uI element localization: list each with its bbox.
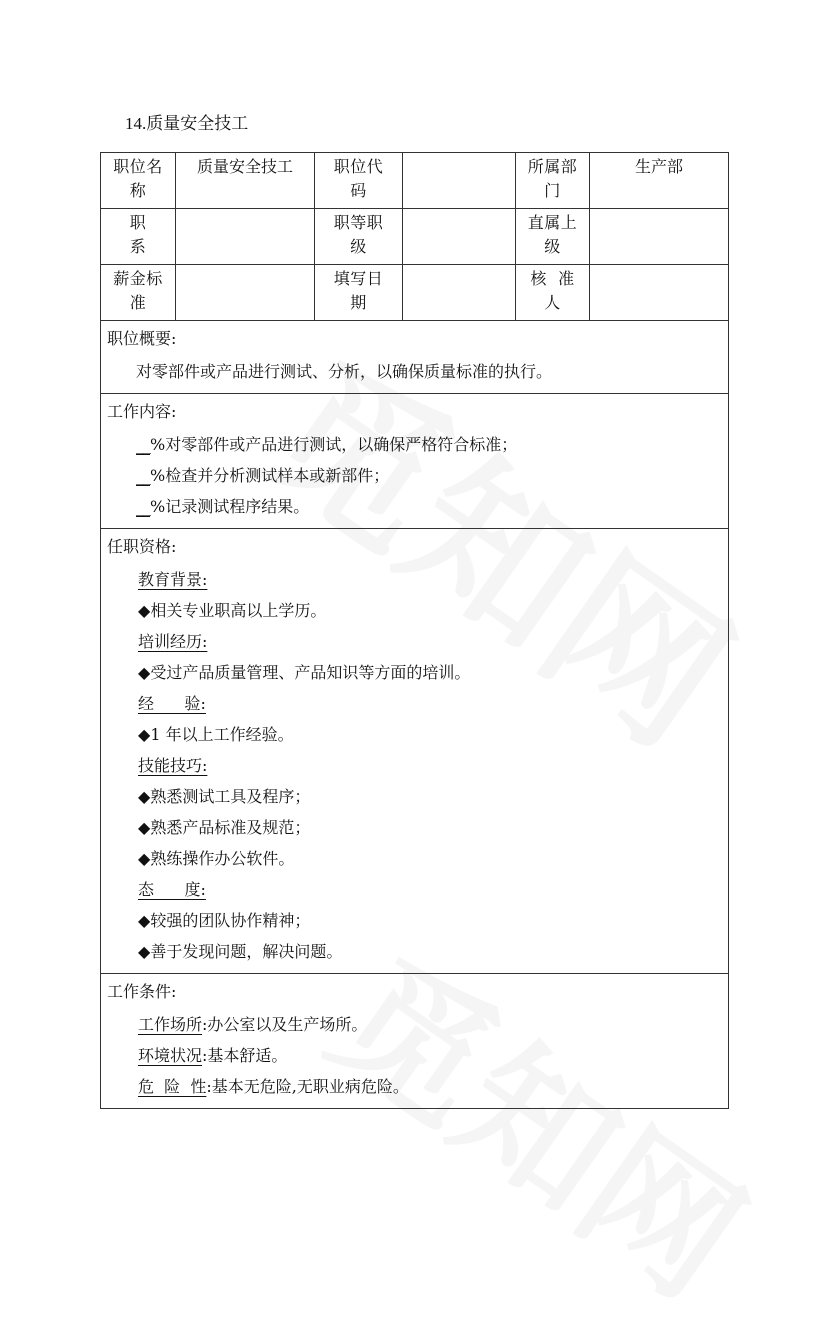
duty-item bbox=[107, 491, 722, 522]
bullet-icon: ◆ bbox=[138, 818, 151, 837]
duty-percent-blank: __ bbox=[136, 435, 150, 454]
qualifications-cell bbox=[101, 529, 729, 974]
field-label bbox=[101, 153, 176, 209]
field-value bbox=[590, 209, 729, 265]
bullet-icon: ◆ bbox=[138, 787, 151, 806]
qual-subheading-attitude bbox=[107, 874, 722, 905]
qual-item bbox=[107, 595, 722, 626]
field-value bbox=[176, 153, 315, 209]
field-value bbox=[176, 265, 315, 321]
conditions-cell bbox=[101, 974, 729, 1109]
summary-row bbox=[101, 321, 729, 394]
qual-item-text: 熟悉产品标准及规范； bbox=[150, 818, 311, 837]
condition-hazard-value: :基本无危险,无职业病危险。 bbox=[206, 1077, 409, 1096]
field-value bbox=[403, 153, 516, 209]
duty-percent-blank: __ bbox=[136, 497, 150, 516]
field-label bbox=[516, 209, 590, 265]
qual-item-text: 熟练操作办公软件。 bbox=[150, 849, 295, 868]
summary-text: 对零部件或产品进行测试、分析，以确保质量标准的执行。 bbox=[136, 362, 553, 381]
condition-environment bbox=[107, 1040, 722, 1071]
qual-subheading-label: 培训经历: bbox=[138, 632, 208, 651]
qual-item-text: 较强的团队协作精神； bbox=[150, 911, 311, 930]
field-label-line: 填写日 bbox=[333, 269, 384, 288]
field-value-text: 生产部 bbox=[634, 157, 683, 176]
field-label-line: 所属部 bbox=[527, 157, 578, 176]
duty-text: %检查并分析测试样本或新部件； bbox=[150, 466, 390, 485]
qual-subheading-label: 技能技巧: bbox=[138, 756, 208, 775]
field-label bbox=[315, 265, 403, 321]
qual-subheading-experience bbox=[107, 688, 722, 719]
duty-percent-blank: __ bbox=[136, 466, 150, 485]
field-value bbox=[403, 209, 516, 265]
condition-environment-value: :基本舒适。 bbox=[202, 1046, 288, 1065]
qual-subheading-training bbox=[107, 626, 722, 657]
field-label bbox=[516, 153, 590, 209]
bullet-icon: ◆ bbox=[138, 601, 151, 620]
condition-workplace bbox=[107, 1009, 722, 1040]
bullet-icon: ◆ bbox=[138, 663, 151, 682]
header-row bbox=[101, 209, 729, 265]
field-value bbox=[176, 209, 315, 265]
field-value-text: 质量安全技工 bbox=[196, 157, 293, 176]
field-label-line: 职等职 bbox=[333, 213, 384, 232]
field-label-line: 直属上 bbox=[527, 213, 578, 232]
qual-subheading-education bbox=[107, 564, 722, 595]
qual-item-text: 1 年以上工作经验。 bbox=[150, 725, 294, 744]
field-label-line: 准 bbox=[129, 293, 147, 312]
field-label bbox=[516, 265, 590, 321]
duty-item bbox=[107, 460, 722, 491]
duties-heading: 工作内容: bbox=[107, 402, 177, 421]
field-label-line: 职 bbox=[129, 213, 147, 232]
bullet-icon: ◆ bbox=[138, 911, 151, 930]
qual-item bbox=[107, 812, 722, 843]
qual-subheading-label: 经 验: bbox=[138, 694, 206, 713]
condition-workplace-value: :办公室以及生产场所。 bbox=[202, 1015, 368, 1034]
summary-cell bbox=[101, 321, 729, 394]
qual-subheading-skills bbox=[107, 750, 722, 781]
page-title bbox=[125, 112, 248, 136]
qual-item-text: 相关专业职高以上学历。 bbox=[150, 601, 327, 620]
duties-row bbox=[101, 394, 729, 529]
job-description-table bbox=[100, 152, 729, 1109]
duties-cell bbox=[101, 394, 729, 529]
condition-hazard bbox=[107, 1071, 722, 1102]
qual-item-text: 受过产品质量管理、产品知识等方面的培训。 bbox=[150, 663, 471, 682]
title-number: 14. bbox=[125, 114, 147, 133]
summary-heading: 职位概要: bbox=[107, 329, 177, 348]
field-label-line: 核 准 bbox=[530, 269, 575, 288]
bullet-icon: ◆ bbox=[138, 942, 151, 961]
duty-item bbox=[107, 429, 722, 460]
field-label bbox=[101, 209, 176, 265]
qualifications-heading: 任职资格: bbox=[107, 537, 177, 556]
duty-text: %记录测试程序结果。 bbox=[150, 497, 310, 516]
field-label-line: 系 bbox=[129, 237, 147, 256]
qual-item bbox=[107, 719, 722, 750]
field-value bbox=[590, 265, 729, 321]
field-label bbox=[101, 265, 176, 321]
field-value bbox=[590, 153, 729, 209]
qual-item-text: 善于发现问题，解决问题。 bbox=[150, 942, 343, 961]
bullet-icon: ◆ bbox=[138, 725, 151, 744]
qual-item bbox=[107, 843, 722, 874]
field-label-line: 薪金标 bbox=[113, 269, 163, 288]
qual-item bbox=[107, 905, 722, 936]
qual-subheading-label: 教育背景: bbox=[138, 570, 208, 589]
qual-item bbox=[107, 657, 722, 688]
field-value bbox=[403, 265, 516, 321]
field-label-line: 期 bbox=[350, 293, 367, 312]
field-label-line: 职位名 bbox=[113, 157, 163, 176]
qualifications-row bbox=[101, 529, 729, 974]
qual-item bbox=[107, 936, 722, 967]
field-label-line: 门 bbox=[544, 181, 561, 200]
title-text: 质量安全技工 bbox=[146, 114, 249, 134]
field-label-line: 人 bbox=[544, 293, 561, 312]
conditions-heading: 工作条件: bbox=[107, 982, 177, 1001]
bullet-icon: ◆ bbox=[138, 849, 151, 868]
condition-hazard-label: 危 险 性 bbox=[138, 1077, 207, 1096]
header-row bbox=[101, 265, 729, 321]
qual-subheading-label: 态 度: bbox=[138, 880, 206, 899]
field-label bbox=[315, 153, 403, 209]
field-label-line: 码 bbox=[350, 181, 367, 200]
qual-item-text: 熟悉测试工具及程序； bbox=[150, 787, 311, 806]
field-label-line: 职位代 bbox=[333, 157, 384, 176]
field-label-line: 称 bbox=[129, 181, 147, 200]
field-label-line: 级 bbox=[544, 237, 561, 256]
condition-workplace-label: 工作场所 bbox=[138, 1015, 203, 1034]
header-row bbox=[101, 153, 729, 209]
duty-text: %对零部件或产品进行测试，以确保严格符合标准； bbox=[150, 435, 518, 454]
field-label-line: 级 bbox=[350, 237, 367, 256]
conditions-row bbox=[101, 974, 729, 1109]
condition-environment-label: 环境状况 bbox=[138, 1046, 203, 1065]
qual-item bbox=[107, 781, 722, 812]
field-label bbox=[315, 209, 403, 265]
